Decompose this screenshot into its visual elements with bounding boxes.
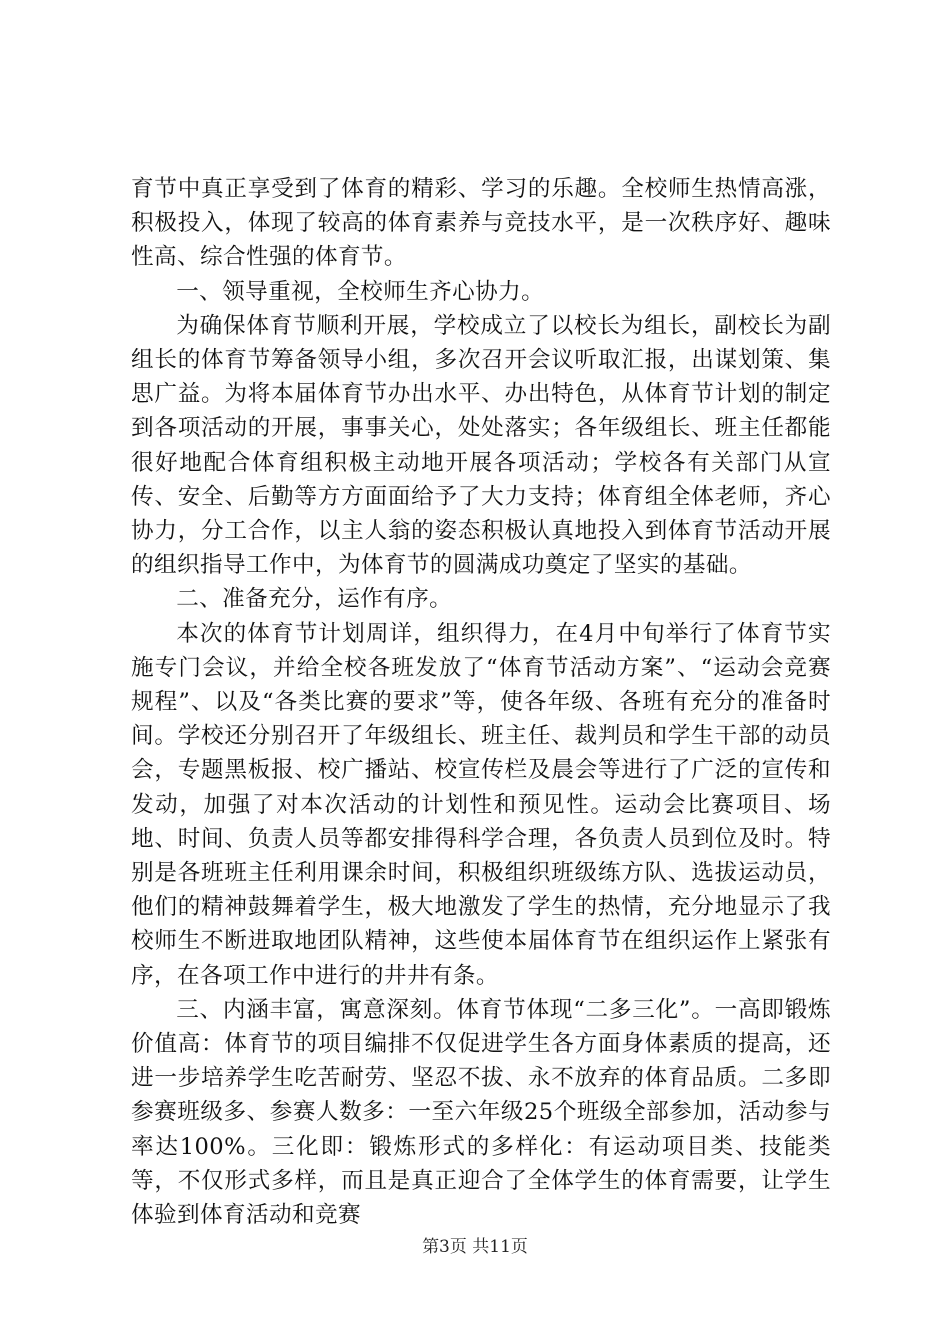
paragraph-preparation: 本次的体育节计划周详，组织得力，在4月中旬举行了体育节实施专门会议，并给全校各班发放了“体育节活动方案”、“运动会竞赛规程”、以及“各类比赛的要求”等，使各年级、各班有充分的准备时间。学校还分别召开了年级组长、班主任、裁判员和学生干部的动员会，专题黑板报、校广播站、校宣传栏及晨会等进行了广泛的宣传和发动，加强了对本次活动的计划性和预见性。运动会比赛项目、场地、时间、负责人员等都安排得科学合理，各负责人员到位及时。特别是各班班主任利用课余时间，积极组织班级练方队、选拔运动员，他们的精神鼓舞着学生，极大地激发了学生的热情，充分地显示了我校师生不断进取地团队精神，这些使本届体育节在组织运作上紧张有序，在各项工作中进行的井井有条。 bbox=[131, 620, 831, 989]
paragraph-leadership: 为确保体育节顺利开展，学校成立了以校长为组长，副校长为副组长的体育节筹备领导小组，多次召开会议听取汇报，出谋划策、集思广益。为将本届体育节办出水平、办出特色，从体育节计划的制定到各项活动的开展，事事关心，处处落实；各年级组长、班主任都能很好地配合体育组积极主动地开展各项活动；学校各有关部门从宣传、安全、后勤等方方面面给予了大力支持；体育组全体老师，齐心协力，分工合作，以主人翁的姿态积极认真地投入到体育节活动开展的组织指导工作中，为体育节的圆满成功奠定了坚实的基础。 bbox=[131, 312, 831, 579]
section-heading-1: 一、领导重视，全校师生齐心协力。 bbox=[176, 278, 545, 305]
paragraph-continuation: 育节中真正享受到了体育的精彩、学习的乐趣。全校师生热情高涨，积极投入，体现了较高的体育素养与竞技水平，是一次秩序好、趣味性高、综合性强的体育节。 bbox=[131, 176, 831, 271]
section-heading-2: 二、准备充分，运作有序。 bbox=[176, 586, 453, 613]
page-number-footer: 第3页 共11页 bbox=[422, 1237, 528, 1257]
document-body bbox=[131, 172, 831, 1232]
paragraph-content: 三、内涵丰富，寓意深刻。体育节体现“二多三化”。一高即锻炼价值高：体育节的项目编排不仅促进学生各方面身体素质的提高，还进一步培养学生吃苦耐劳、坚忍不拔、永不放弃的体育品质。二多即参赛班级多、参赛人数多：一至六年级25个班级全部参加，活动参与率达100%。三化即：锻炼形式的多样化：有运动项目类、技能类等，不仅形式多样，而且是真正迎合了全体学生的体育需要，让学生体验到体育活动和竞赛 bbox=[131, 996, 831, 1229]
